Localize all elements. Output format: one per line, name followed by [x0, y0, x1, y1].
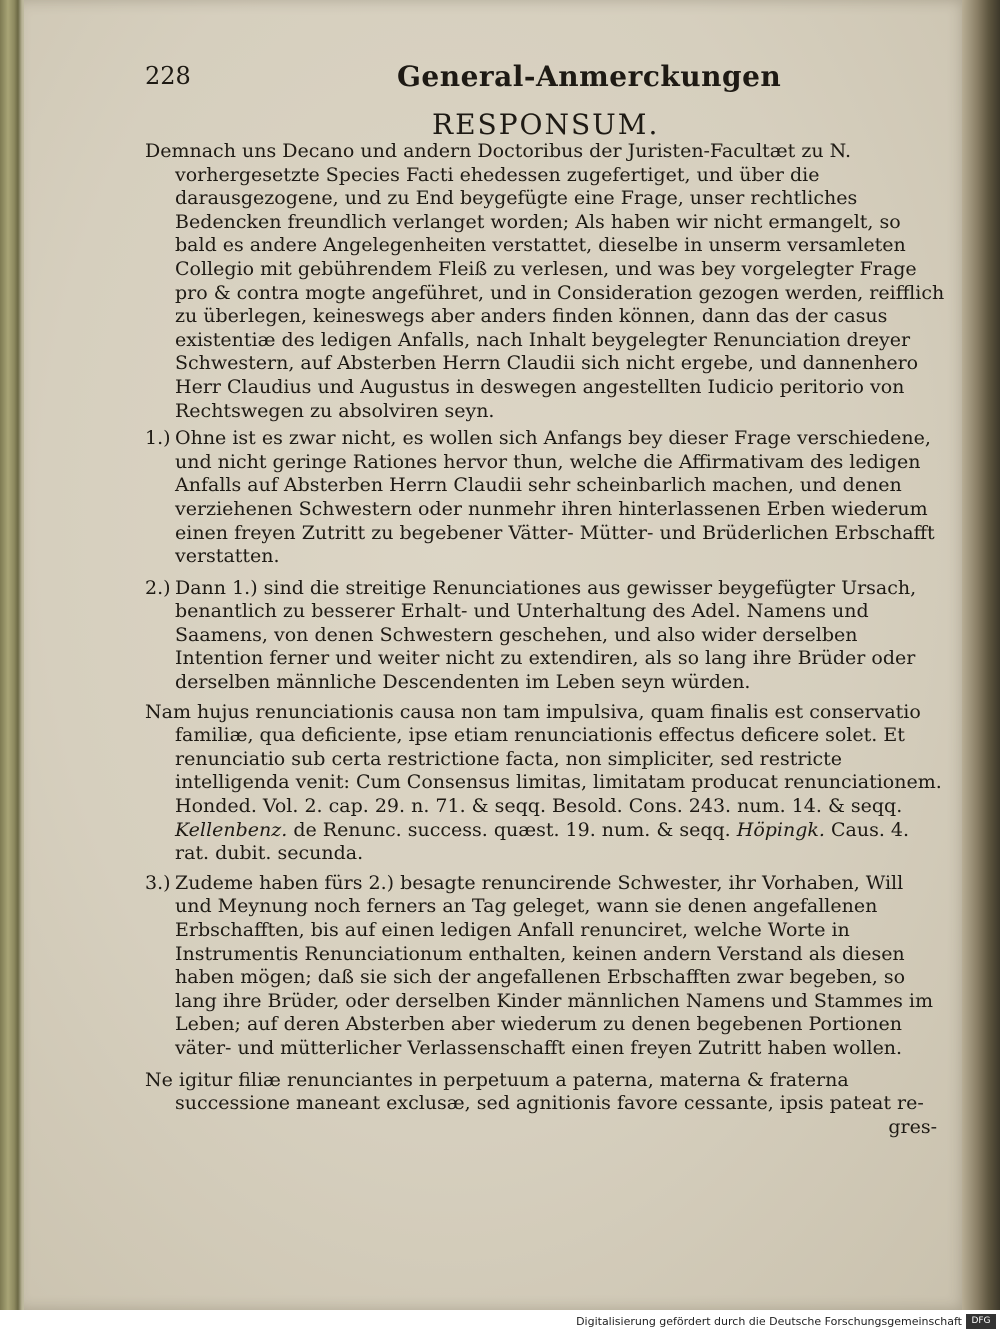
paragraph-2-text: Dann 1.) sind die streitige Renunciationes aus gewisser beygefügter Ursach, benantlich zu besserer Erhalt- und Unterhaltung des Adel. Namens und Saamens, von denen Schwestern geschehen, und also wider derselben Intention ferner und weiter nicht zu extendiren, als so lang ihre Brüder oder derselben männliche Descendenten im Leben seyn würden.	[175, 576, 917, 694]
paragraph-1	[145, 427, 945, 569]
latin-passage-1-a: Nam hujus renunciationis causa non tam impulsiva, quam finalis est conservatio familiæ, qua deficiente, ipse etiam renunciationis effectus deficere solet. Et renunciatio sub certa restrictione facta, non simpliciter, sed restricte intelligenda venit: Cum Consensus limitas, limitatam producat renunciationem. Honded. Vol. 2. cap. 29. n. 71. & seqq. Besold. Cons. 243. num. 14. & seqq.	[145, 700, 942, 818]
body-text	[145, 140, 945, 1139]
catchword: gres-	[888, 1115, 937, 1138]
running-head: General-Anmerckungen	[397, 60, 782, 93]
book-right-edge	[962, 0, 1000, 1310]
latin-passage-2-text: Ne igitur filiæ renunciantes in perpetuum a paterna, materna & fraterna successione maneant exclusæ, sed agnitionis favore cessante, ipsis pateat re-	[145, 1068, 924, 1115]
latin-passage-1-e: Caus. 4. rat. dubit. secunda.	[175, 818, 910, 865]
dfg-logo-icon: DFG	[966, 1314, 996, 1329]
page-header	[145, 62, 945, 102]
latin-passage-1-c: de Renunc. success. quæst. 19. num. & seqq.	[293, 818, 731, 841]
digitization-footer	[0, 1310, 1000, 1334]
latin-passage-2	[145, 1069, 945, 1116]
paragraph-1-text: Ohne ist es zwar nicht, es wollen sich Anfangs bey dieser Frage verschiedene, und nicht geringe Rationes hervor thun, welche die Affirmativam des ledigen Anfalls auf Absterben Herrn Claudii sehr scheinbarlich machen, und denen verziehenen Schwestern oder nunmehr ihren hinterlassenen Erben wiederum einen freyen Zutritt zu begebener Vätter- Mütter- und Brüderlichen Erbschafft verstatten.	[175, 427, 935, 568]
paragraph-2-number: 2.)	[145, 576, 171, 599]
section-heading: RESPONSUM.	[432, 108, 660, 141]
page-number: 228	[145, 62, 191, 90]
latin-passage-1	[145, 701, 945, 866]
footer-credit: Digitalisierung gefördert durch die Deutsche Forschungsgemeinschaft	[576, 1315, 962, 1328]
paragraph-1-number: 1.)	[145, 427, 171, 450]
paragraph-2	[145, 577, 945, 695]
paragraph-3-number: 3.)	[145, 871, 171, 894]
paragraph-intro-text: Demnach uns Decano und andern Doctoribus der Juristen-Facultæt zu N. vorhergesetzte Species Facti ehedessen zugefertiget, und über die darausgezogene, und zu End beygefügte eine Frage, unser rechtliches Bedencken freundlich verlanget worden; Als haben wir nicht ermangelt, so bald es andere Angelegenheiten verstattet, dieselbe in unserm versamleten Collegio mit gebührendem Fleiß zu verlesen, und was bey vorgelegter Frage pro & contra mogte angeführet, und in Consideration gezogen werden, reifflich zu überlegen, keineswegs aber anders finden können, dann das der casus existentiæ des ledigen Anfalls, nach Inhalt beygelegter Renunciation dreyer Schwestern, auf Absterben Herrn Claudii sich nicht ergebe, und dannenhero Herr Claudius und Augustus in deswegen angestellten Iudicio peritorio von Rechtswegen zu absolviren seyn.	[145, 140, 945, 422]
citation-hoepingk: Höpingk.	[736, 818, 825, 841]
paragraph-intro	[145, 140, 945, 423]
paragraph-3-text: Zudeme haben fürs 2.) besagte renuncirende Schwester, ihr Vorhaben, Will und Meynung noch ferners an Tag geleget, wann sie denen angefallenen Erbschafften, bis auf einen ledigen Anfall renunciret, welche Worte in Instrumentis Renunciationum enthalten, keinen andern Verstand als diesen haben mögen; daß sie sich der angefallenen Erbschafften zwar begeben, so lang ihre Brüder, oder derselben Kinder männlichen Namens und Stammes im Leben; auf deren Absterben aber wiederum zu denen begebenen Portionen väter- und mütterlicher Verlassenschafft einen freyen Zutritt haben wollen.	[175, 871, 933, 1059]
paragraph-3	[145, 872, 945, 1061]
citation-kellenbenz: Kellenbenz.	[175, 818, 288, 841]
